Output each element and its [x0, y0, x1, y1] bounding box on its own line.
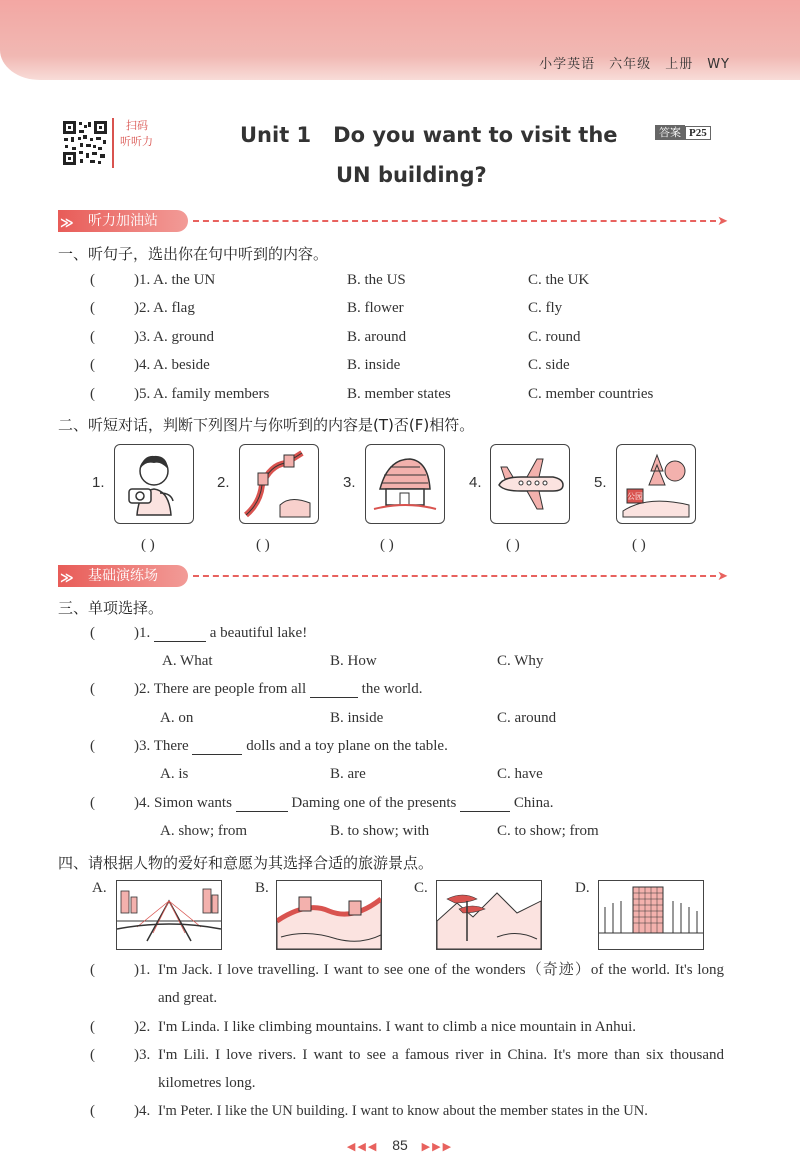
scene-label: D. [575, 880, 590, 896]
answer-bracket[interactable]: ( [90, 1103, 95, 1119]
un-building-icon [598, 880, 704, 950]
option-c: C. fly [528, 300, 563, 316]
option-c: C. the UK [528, 272, 590, 288]
fill-blank[interactable] [236, 811, 288, 812]
great-wall-icon [239, 444, 319, 524]
option-b: B. are [330, 766, 366, 782]
answer-bracket[interactable]: ( ) [632, 537, 646, 553]
answer-bracket[interactable]: ( [90, 962, 95, 978]
question-text: I'm Linda. I like climbing mountains. I want to climb a nice mountain in Anhui. [158, 1019, 637, 1035]
page-title [240, 115, 620, 195]
answer-bracket[interactable]: ( ) [256, 537, 270, 553]
option-a: )4. A. beside [134, 357, 210, 373]
question-text [134, 681, 422, 698]
pic-number: 3. [343, 474, 356, 491]
arrow-right-icon: ➤ [717, 568, 728, 583]
part1-row [90, 357, 740, 379]
section-banner-listening [58, 210, 728, 232]
option-a: A. show; from [160, 823, 248, 839]
section-banner-practice [58, 565, 728, 587]
option-b: B. around [347, 329, 407, 345]
meta-grade: 六年级 [609, 57, 652, 72]
part1-heading: 一、听句子，选出你在句中听到的内容。 [58, 245, 329, 263]
answer-bracket[interactable]: ( [90, 795, 95, 811]
option-c: C. side [528, 357, 570, 373]
answer-bracket[interactable]: ( [90, 625, 95, 641]
answer-bracket[interactable]: ( [90, 386, 95, 402]
question-num: )1. [134, 625, 151, 641]
answer-bracket[interactable]: ( [90, 357, 95, 373]
option-c: C. have [497, 766, 543, 782]
question-text: I'm Lili. I love rivers. I want to see a famous river in China. It's more than six thousand kilometres long. [158, 1047, 724, 1091]
part4-heading: 四、请根据人物的爱好和意愿为其选择合适的旅游景点。 [58, 854, 434, 872]
option-b: B. the US [347, 272, 406, 288]
question-tail: the world. [361, 681, 423, 697]
fill-blank[interactable] [192, 754, 242, 755]
question-tail: a beautiful lake! [209, 625, 308, 641]
dashed-divider [193, 220, 716, 222]
section-badge [58, 210, 188, 232]
house-icon [365, 444, 445, 524]
part3-heading: 三、单项选择。 [58, 599, 164, 617]
answer-bracket[interactable]: ( [90, 300, 95, 316]
answer-bracket[interactable]: ( ) [506, 537, 520, 553]
meta-subject: 小学英语 [539, 57, 596, 72]
answer-bracket[interactable]: ( [90, 329, 95, 345]
title-line2: UN building? [336, 163, 487, 187]
title-line1: Do you want to visit the [333, 123, 618, 147]
meta-edition: WY [707, 57, 730, 72]
question-text [134, 795, 553, 812]
triangles-left-icon: ◀◀◀ [346, 1141, 379, 1153]
unit-label: Unit 1 [240, 123, 312, 147]
answer-ref [655, 124, 711, 140]
great-wall-icon [276, 880, 382, 950]
question-num: )4. Simon wants [134, 795, 232, 811]
question-tail: dolls and a toy plane on the table. [246, 738, 448, 754]
fill-blank[interactable] [310, 697, 358, 698]
option-a: A. on [160, 710, 194, 726]
bridge-icon [116, 880, 222, 950]
question-row [90, 1097, 730, 1125]
answer-bracket[interactable]: ( [90, 1019, 95, 1035]
scene-label: B. [255, 880, 269, 896]
scan-line2: 听听力 [120, 135, 153, 148]
double-arrow-icon: ≫ [60, 216, 74, 231]
option-b: B. member states [347, 386, 451, 402]
option-c: C. around [497, 710, 557, 726]
meta-term: 上册 [665, 57, 694, 72]
double-arrow-icon: ≫ [60, 571, 74, 586]
answer-bracket[interactable]: ( ) [380, 537, 394, 553]
answer-bracket[interactable]: ( [90, 272, 95, 288]
dashed-divider [193, 575, 716, 577]
fill-blank[interactable] [154, 641, 206, 642]
question-mid: Daming one of the presents [291, 795, 457, 811]
arrow-right-icon: ➤ [717, 213, 728, 228]
option-a: )1. A. the UN [134, 272, 216, 288]
answer-page: P25 [685, 126, 711, 140]
answer-bracket[interactable]: ( [90, 681, 95, 697]
fill-blank[interactable] [460, 811, 510, 812]
park-icon [616, 444, 696, 524]
question-text [134, 738, 448, 755]
section-label: 基础演练场 [88, 568, 158, 584]
option-b: B. flower [347, 300, 404, 316]
boy-camera-icon [114, 444, 194, 524]
part1-row [90, 329, 740, 351]
question-tail: China. [513, 795, 554, 811]
option-a: )5. A. family members [134, 386, 270, 402]
option-b: B. inside [347, 357, 401, 373]
question-num: )2. [134, 1019, 151, 1035]
option-b: B. How [330, 653, 377, 669]
page-number: 85 [392, 1137, 408, 1153]
part1-row [90, 386, 740, 408]
scene-label: A. [92, 880, 107, 896]
question-text: I'm Jack. I love travelling. I want to see one of the wonders（奇迹）of the world. It's long and great. [158, 962, 724, 1006]
option-b: B. inside [330, 710, 384, 726]
answer-key-label: 答案 [655, 125, 685, 140]
airplane-icon [490, 444, 570, 524]
part2-heading: 二、听短对话，判断下列图片与你听到的内容是(T)否(F)相符。 [58, 416, 475, 434]
option-c: C. Why [497, 653, 544, 669]
option-a: A. is [160, 766, 189, 782]
scan-line1: 扫码 [126, 119, 148, 132]
qr-code-icon[interactable] [62, 120, 108, 166]
option-a: A. What [162, 653, 213, 669]
park-sign: 公园 [627, 492, 643, 501]
question-num: )4. [134, 1103, 151, 1119]
option-c: C. round [528, 329, 581, 345]
question-row [90, 1013, 730, 1041]
option-b: B. to show; with [330, 823, 430, 839]
option-a: )2. A. flag [134, 300, 195, 316]
question-row [90, 956, 730, 1012]
triangles-right-icon: ▶▶▶ [421, 1141, 454, 1153]
page-meta [525, 53, 730, 72]
section-badge [58, 565, 188, 587]
question-num: )3. [134, 1047, 151, 1063]
answer-bracket[interactable]: ( ) [141, 537, 155, 553]
pic-number: 2. [217, 474, 230, 491]
question-row [90, 1041, 730, 1097]
answer-bracket[interactable]: ( [90, 738, 95, 754]
answer-bracket[interactable]: ( [90, 1047, 95, 1063]
part1-row [90, 272, 740, 294]
section-label: 听力加油站 [88, 213, 158, 229]
pic-number: 1. [92, 474, 105, 491]
question-num: )2. There are people from all [134, 681, 307, 697]
scene-label: C. [414, 880, 428, 896]
option-c: C. member countries [528, 386, 654, 402]
scan-to-listen [112, 118, 166, 168]
page-footer [0, 1137, 800, 1153]
part1-row [90, 300, 740, 322]
huangshan-icon [436, 880, 542, 950]
pic-number: 4. [469, 474, 482, 491]
pic-number: 5. [594, 474, 607, 491]
question-text [134, 625, 307, 642]
question-num: )3. There [134, 738, 189, 754]
question-num: )1. [134, 962, 151, 978]
option-c: C. to show; from [497, 823, 599, 839]
option-a: )3. A. ground [134, 329, 214, 345]
question-text: I'm Peter. I like the UN building. I want to know about the member states in the UN. [158, 1103, 648, 1119]
